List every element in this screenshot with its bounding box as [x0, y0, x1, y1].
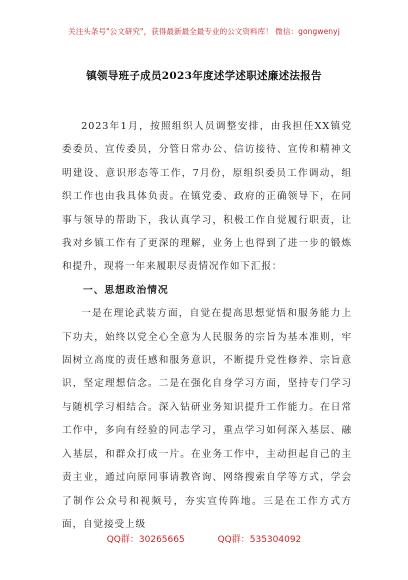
paragraph-political: 一是在理论武装方面，自觉在提高思想觉悟和服务能力上下功夫，始终以党全心全意为人民服务的宗旨为基本准则，牢固树立高度的责任感和服务意识，不断提升党性修养、宗旨意识，坚定理想信念。二是在强化自身学习方面，坚持专门学习与随机学习相结合。深入钻研业务知识提升工作能力。在日常工作中，多向有经验的同志学习，重点学习如何深入基层、融入基层，和群众打成一片。在业务工作中，主动担起自己的主责主业，通过向原同事请教咨询、网络搜索自学等方式，学会了制作公众号和视频号，夯实宣传阵地。三是在工作方式方面，自觉接受上级 [62, 308, 352, 530]
document-title: 镇领导班子成员2023年度述学述职述廉述法报告 [86, 70, 322, 82]
promo-banner: 关注头条号"公文研究"，获得最新最全最专业的公文资料库！ 微信：gongwenyj [68, 27, 340, 36]
footer-contact [0, 532, 408, 545]
paragraph-intro: 2023年1月，按照组织人员调整安排，由我担任XX镇党委委员、宣传委员，分管日常办公、信访接待、宣传和精神文明建设、意识形态等工作，7月份，原组织委员工作调动，组织工作也由我具体负责。在镇党委、政府的正确领导下，在同事与领导的帮助下，我认真学习，积极工作自觉履行职责，让我对乡镇工作有了更深的理解，业务上也得到了进一步的锻炼和提升，现将一年来履职尽责情况作如下汇报： [62, 121, 352, 273]
section-heading-political: 一、思想政治情况 [83, 284, 169, 296]
qq-group-left: QQ群：30265665 [106, 535, 185, 545]
document-body [62, 115, 352, 536]
qq-group-right: QQ群：535304092 [217, 535, 302, 545]
